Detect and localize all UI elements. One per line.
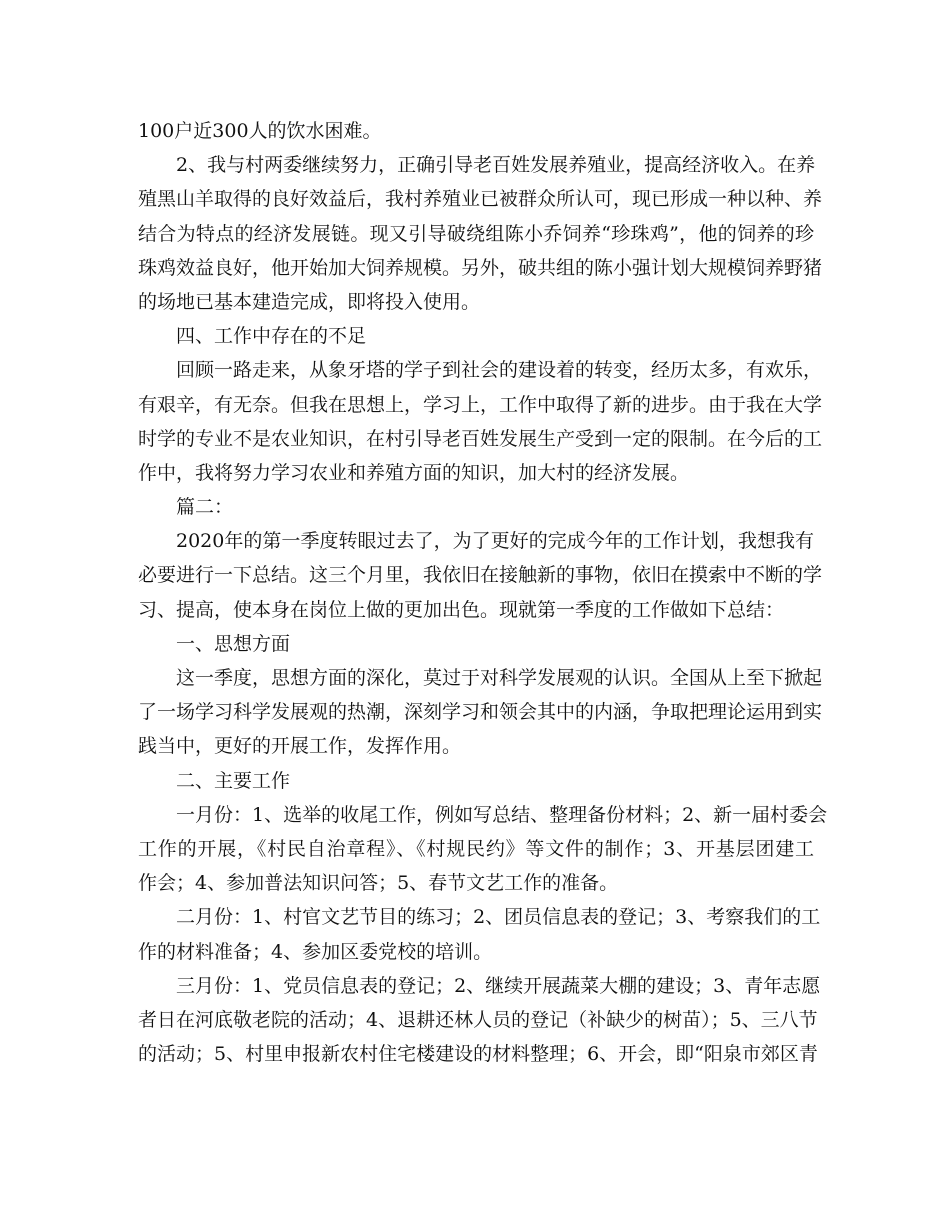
paragraph-line: 2020年的第一季度转眼过去了，为了更好的完成今年的工作计划，我想我有 <box>176 530 814 553</box>
paragraph-line: 时学的专业不是农业知识，在村引导老百姓发展生产受到一定的限制。在今后的工 <box>138 427 823 450</box>
paragraph-line: 工作的开展，《村民自治章程》、《村规民约》等文件的制作；3、开基层团建工 <box>138 837 814 860</box>
paragraph-line: 殖黑山羊取得的良好效益后，我村养殖业已被群众所认可，现已形成一种以种、养 <box>138 188 823 211</box>
paragraph-line: 作中，我将努力学习农业和养殖方面的知识，加大村的经济发展。 <box>138 461 690 484</box>
paragraph-line: 三月份：1、党员信息表的登记；2、继续开展蔬菜大棚的建设；3、青年志愿 <box>176 974 821 997</box>
section-heading: 一、思想方面 <box>176 632 291 655</box>
document-body <box>138 114 828 1071</box>
paragraph-line: 珠鸡效益良好，他开始加大饲养规模。另外，破共组的陈小强计划大规模饲养野猪 <box>138 256 823 279</box>
paragraph-line: 了一场学习科学发展观的热潮，深刻学习和领会其中的内涵，争取把理论运用到实 <box>138 701 823 724</box>
paragraph-line: 的场地已基本建造完成，即将投入使用。 <box>138 290 481 313</box>
paragraph-line: 作会；4、参加普法知识问答；5、春节文艺工作的准备。 <box>138 872 619 895</box>
section-heading: 二、主要工作 <box>176 769 291 792</box>
paragraph-line: 二月份：1、村官文艺节目的练习；2、团员信息表的登记；3、考察我们的工 <box>176 906 821 929</box>
paragraph-line: 2、我与村两委继续努力，正确引导老百姓发展养殖业，提高经济收入。在养 <box>176 154 816 177</box>
paragraph-line: 有艰辛，有无奈。但我在思想上，学习上，工作中取得了新的进步。由于我在大学 <box>138 393 823 416</box>
paragraph-line: 必要进行一下总结。这三个月里，我依旧在接触新的事物，依旧在摸索中不断的学 <box>138 564 823 587</box>
paragraph-line: 100户近300人的饮水困难。 <box>138 120 382 142</box>
paragraph-line: 习、提高，使本身在岗位上做的更加出色。现就第一季度的工作做如下总结： <box>138 598 785 621</box>
paragraph-line: 的活动；5、村里申报新农村住宅楼建设的材料整理；6、开会，即“阳泉市郊区青 <box>138 1043 818 1066</box>
paragraph-line: 结合为特点的经济发展链。现又引导破绕组陈小乔饲养“珍珠鸡”，他的饲养的珍 <box>138 222 814 245</box>
paragraph-line: 作的材料准备；4、参加区委党校的培训。 <box>138 940 493 963</box>
paragraph-line: 这一季度，思想方面的深化，莫过于对科学发展观的认识。全国从上至下掀起 <box>176 667 823 689</box>
section-heading: 四、工作中存在的不足 <box>176 325 367 348</box>
paragraph-line: 一月份：1、选举的收尾工作，例如写总结、整理备份材料；2、新一届村委会 <box>176 803 828 826</box>
paragraph-line: 回顾一路走来，从象牙塔的学子到社会的建设着的转变，经历太多，有欢乐， <box>176 359 823 382</box>
paragraph-line: 践当中，更好的开展工作，发挥作用。 <box>138 735 462 758</box>
paragraph-line: 者日在河底敬老院的活动；4、退耕还林人员的登记（补缺少的树苗）；5、三八节 <box>138 1008 818 1031</box>
section-heading: 篇二： <box>176 496 234 519</box>
